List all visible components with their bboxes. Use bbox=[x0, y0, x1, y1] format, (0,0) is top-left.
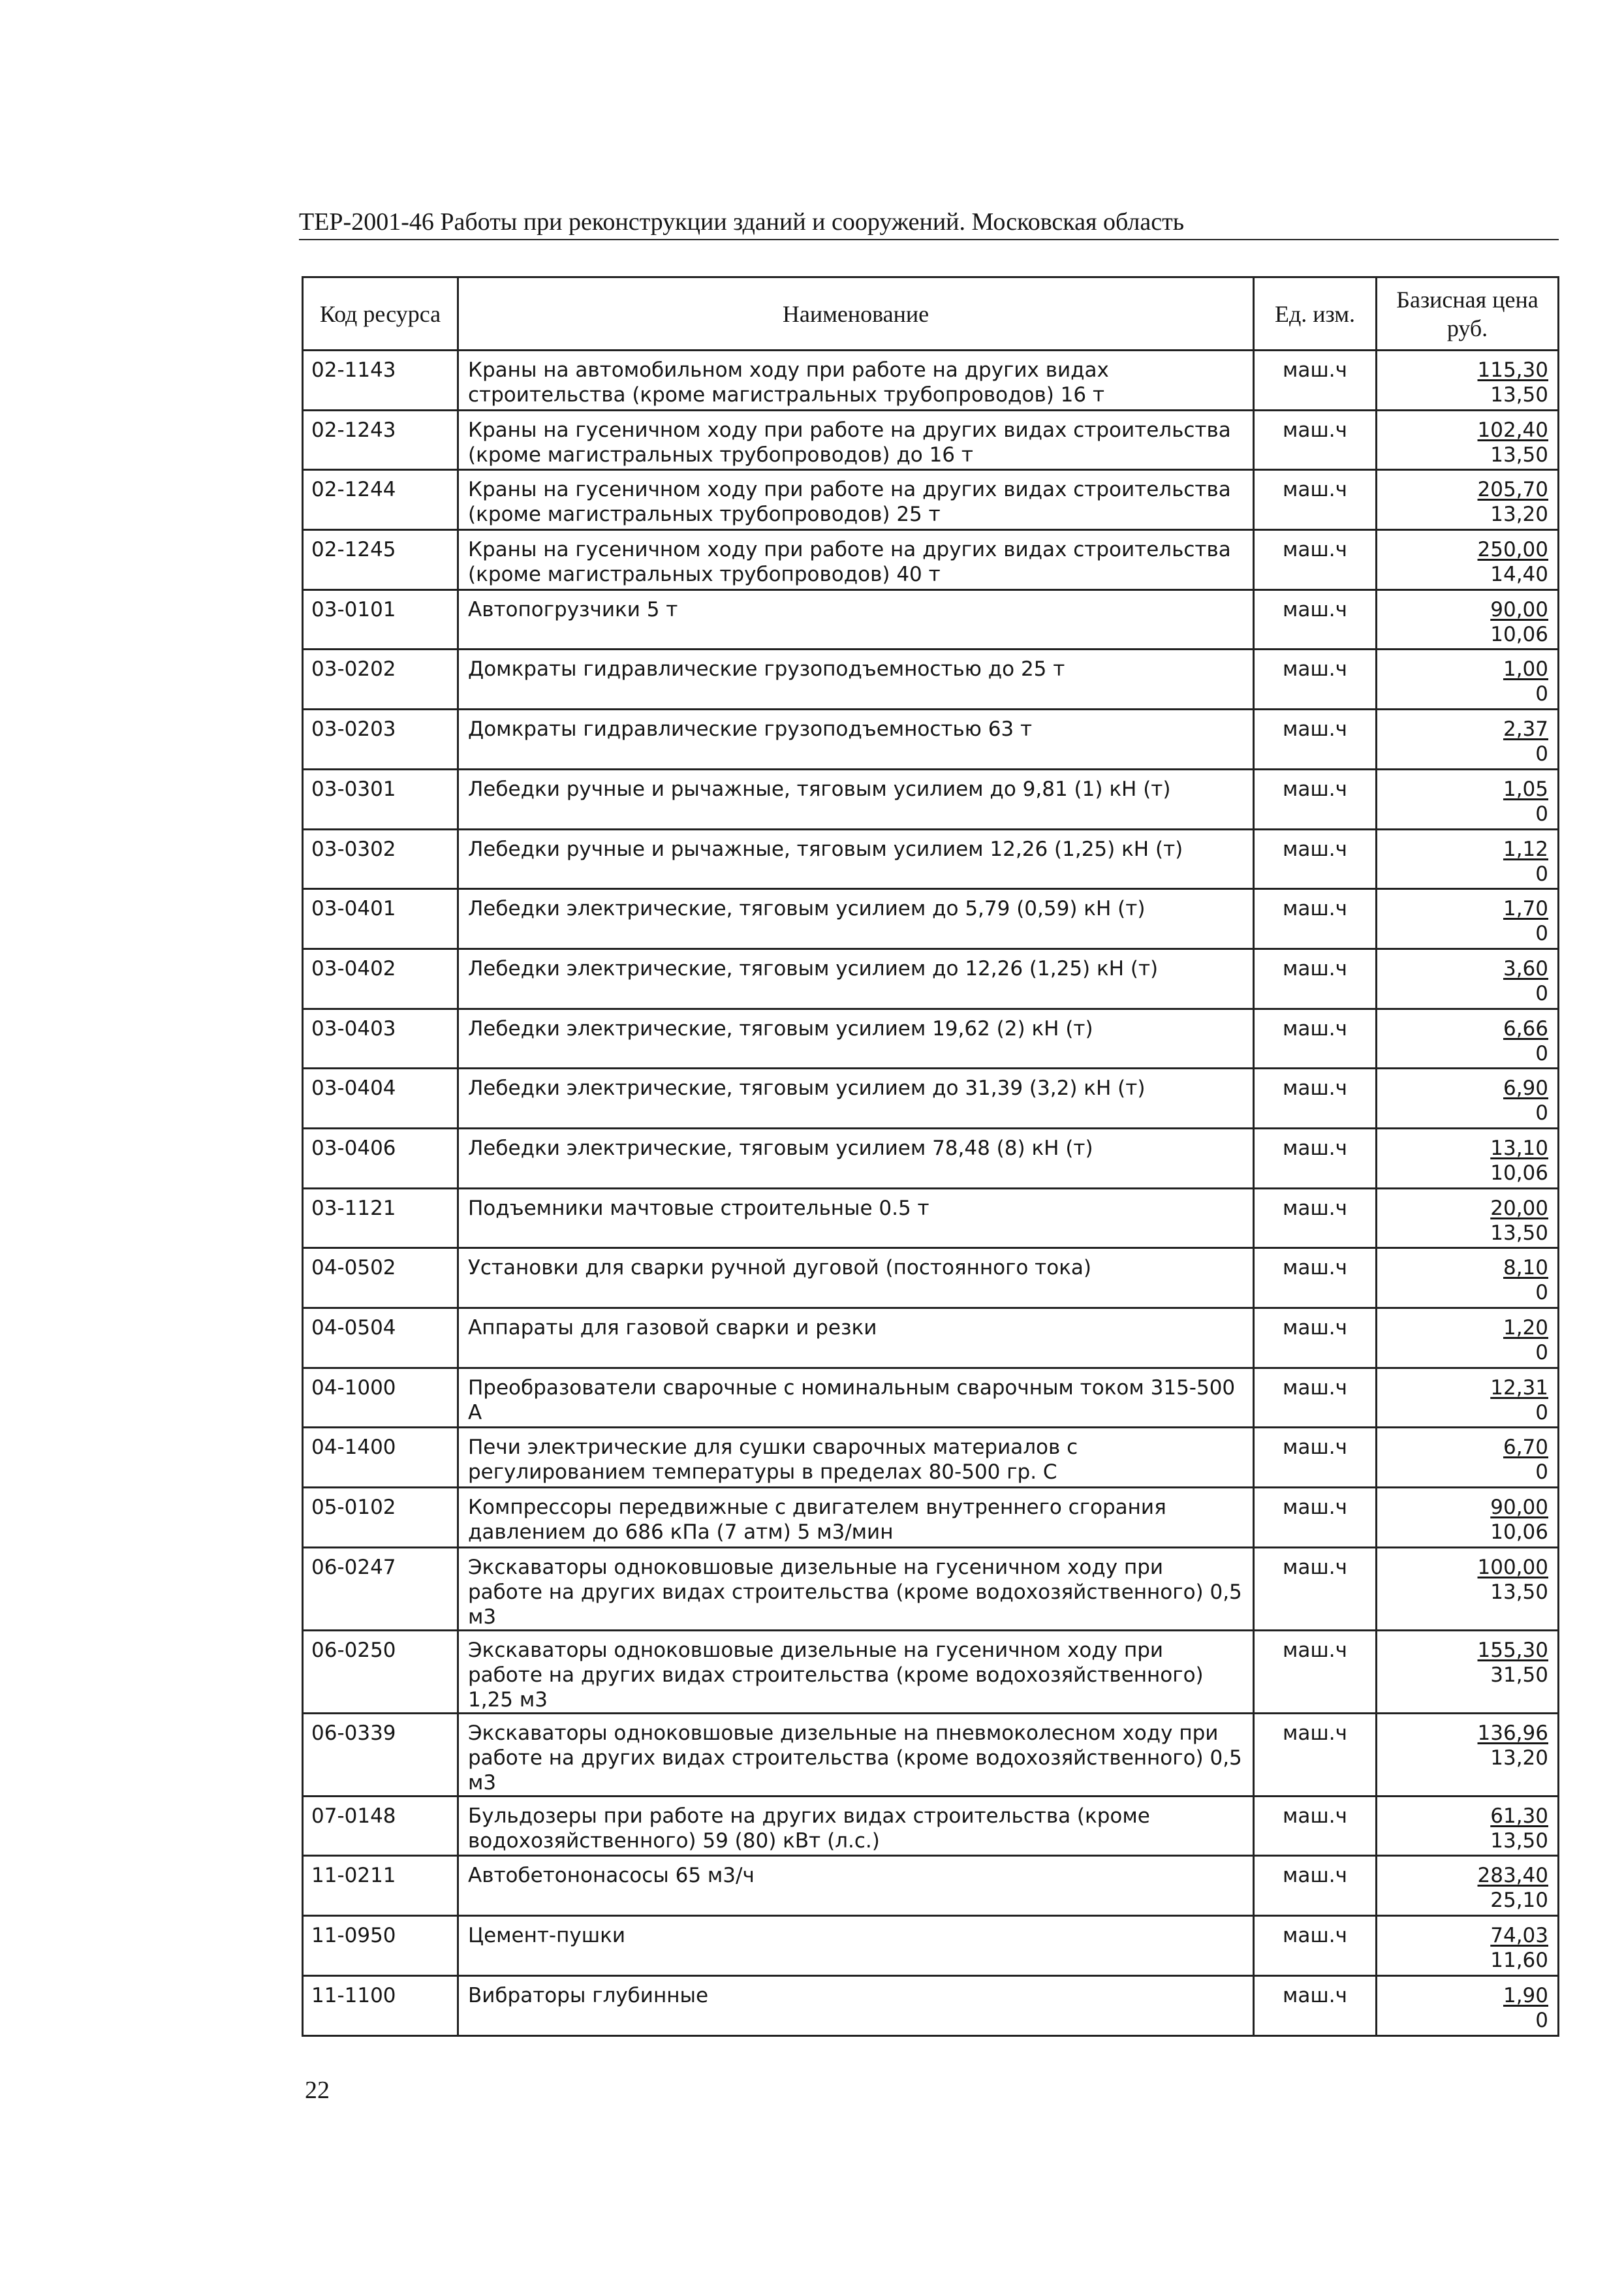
base-price-cell bbox=[1377, 1009, 1559, 1069]
base-price-cell bbox=[1377, 1248, 1559, 1308]
wage-price: 13,50 bbox=[1490, 1221, 1548, 1245]
resource-code: 02-1244 bbox=[303, 470, 458, 530]
resource-code: 03-0202 bbox=[303, 650, 458, 710]
resource-code: 03-0402 bbox=[303, 949, 458, 1009]
table-row bbox=[303, 1188, 1559, 1248]
base-price-cell bbox=[1377, 710, 1559, 770]
wage-price: 14,40 bbox=[1490, 563, 1548, 587]
unit-of-measure: маш.ч bbox=[1254, 710, 1377, 770]
base-price-cell bbox=[1377, 1488, 1559, 1548]
resource-code: 03-0401 bbox=[303, 889, 458, 949]
table-row bbox=[303, 1009, 1559, 1069]
base-price: 100,00 bbox=[1477, 1555, 1548, 1579]
wage-price: 13,50 bbox=[1490, 1829, 1548, 1853]
resource-name: Экскаваторы одноковшовые дизельные на пневмоколесном ходу при работе на других видах строительства (кроме водохозяйственного) 0,5 м3 bbox=[458, 1713, 1254, 1796]
unit-of-measure: маш.ч bbox=[1254, 650, 1377, 710]
base-price: 1,05 bbox=[1503, 777, 1548, 801]
resource-code: 03-0203 bbox=[303, 710, 458, 770]
table-header-row bbox=[303, 277, 1559, 351]
wage-price: 0 bbox=[1535, 742, 1548, 766]
unit-of-measure: маш.ч bbox=[1254, 1368, 1377, 1428]
table-row bbox=[303, 1796, 1559, 1856]
base-price: 6,66 bbox=[1503, 1016, 1548, 1041]
resource-code: 06-0339 bbox=[303, 1713, 458, 1796]
base-price-cell bbox=[1377, 1916, 1559, 1976]
page-number: 22 bbox=[305, 2077, 330, 2104]
base-price: 20,00 bbox=[1490, 1196, 1548, 1220]
resource-name: Краны на автомобильном ходу при работе на других видах строительства (кроме магистральных трубопроводов) 16 т bbox=[458, 351, 1254, 411]
base-price-cell bbox=[1377, 530, 1559, 590]
resource-code: 03-0301 bbox=[303, 769, 458, 829]
resource-name: Краны на гусеничном ходу при работе на других видах строительства (кроме магистральных трубопроводов) 40 т bbox=[458, 530, 1254, 590]
unit-of-measure: маш.ч bbox=[1254, 1975, 1377, 2035]
resource-code: 11-0950 bbox=[303, 1916, 458, 1976]
base-price-cell bbox=[1377, 589, 1559, 650]
table-row bbox=[303, 1488, 1559, 1548]
resource-code: 11-1100 bbox=[303, 1975, 458, 2035]
unit-of-measure: маш.ч bbox=[1254, 1188, 1377, 1248]
base-price: 6,70 bbox=[1503, 1436, 1548, 1460]
resource-name: Лебедки электрические, тяговым усилием до 5,79 (0,59) кН (т) bbox=[458, 889, 1254, 949]
base-price-cell bbox=[1377, 650, 1559, 710]
resource-name: Печи электрические для сушки сварочных материалов с регулированием температуры в пределах 80-500 гр. С bbox=[458, 1428, 1254, 1488]
table-row bbox=[303, 829, 1559, 889]
resource-name: Лебедки электрические, тяговым усилием 78,48 (8) кН (т) bbox=[458, 1128, 1254, 1188]
base-price-cell bbox=[1377, 1975, 1559, 2035]
base-price: 115,30 bbox=[1477, 358, 1548, 382]
resource-code: 03-0403 bbox=[303, 1009, 458, 1069]
table-row bbox=[303, 1713, 1559, 1796]
unit-of-measure: маш.ч bbox=[1254, 351, 1377, 411]
table-row bbox=[303, 1248, 1559, 1308]
resource-name: Лебедки ручные и рычажные, тяговым усилием до 9,81 (1) кН (т) bbox=[458, 769, 1254, 829]
wage-price: 0 bbox=[1535, 1341, 1548, 1364]
base-price: 13,10 bbox=[1490, 1136, 1548, 1160]
table-row bbox=[303, 949, 1559, 1009]
base-price-cell bbox=[1377, 1069, 1559, 1129]
resource-name: Лебедки электрические, тяговым усилием до 31,39 (3,2) кН (т) bbox=[458, 1069, 1254, 1129]
table-row bbox=[303, 1368, 1559, 1428]
resource-name: Домкраты гидравлические грузоподъемностью до 25 т bbox=[458, 650, 1254, 710]
table-body bbox=[303, 351, 1559, 2036]
base-price-cell bbox=[1377, 410, 1559, 470]
base-price: 12,31 bbox=[1490, 1375, 1548, 1400]
wage-price: 0 bbox=[1535, 1041, 1548, 1065]
unit-of-measure: маш.ч bbox=[1254, 1308, 1377, 1368]
wage-price: 0 bbox=[1535, 1101, 1548, 1125]
resource-name: Бульдозеры при работе на других видах строительства (кроме водохозяйственного) 59 (80) кВт (л.с.) bbox=[458, 1796, 1254, 1856]
unit-of-measure: маш.ч bbox=[1254, 829, 1377, 889]
unit-of-measure: маш.ч bbox=[1254, 1009, 1377, 1069]
table-row bbox=[303, 1069, 1559, 1129]
column-header-unit: Ед. изм. bbox=[1254, 277, 1377, 351]
base-price: 1,90 bbox=[1503, 1983, 1548, 2007]
wage-price: 0 bbox=[1535, 682, 1548, 706]
resource-code: 03-0101 bbox=[303, 589, 458, 650]
wage-price: 10,06 bbox=[1490, 622, 1548, 646]
resource-code: 04-1400 bbox=[303, 1428, 458, 1488]
unit-of-measure: маш.ч bbox=[1254, 1248, 1377, 1308]
base-price-cell bbox=[1377, 1796, 1559, 1856]
column-header-price: Базисная цена руб. bbox=[1377, 277, 1559, 351]
unit-of-measure: маш.ч bbox=[1254, 1796, 1377, 1856]
base-price: 8,10 bbox=[1503, 1256, 1548, 1280]
table-row bbox=[303, 1856, 1559, 1916]
resource-code: 02-1143 bbox=[303, 351, 458, 411]
wage-price: 0 bbox=[1535, 802, 1548, 826]
unit-of-measure: маш.ч bbox=[1254, 889, 1377, 949]
base-price: 136,96 bbox=[1477, 1721, 1548, 1745]
wage-price: 10,06 bbox=[1490, 1161, 1548, 1185]
base-price: 205,70 bbox=[1477, 478, 1548, 502]
table-row bbox=[303, 1547, 1559, 1630]
table-row bbox=[303, 530, 1559, 590]
base-price-cell bbox=[1377, 1713, 1559, 1796]
running-header: ТЕР-2001-46 Работы при реконструкции зданий и сооружений. Московская область bbox=[299, 208, 1185, 236]
base-price-cell bbox=[1377, 889, 1559, 949]
base-price-cell bbox=[1377, 1428, 1559, 1488]
resource-code: 06-0250 bbox=[303, 1630, 458, 1713]
resource-price-table bbox=[302, 276, 1559, 2037]
resource-code: 04-0504 bbox=[303, 1308, 458, 1368]
base-price: 1,12 bbox=[1503, 837, 1548, 861]
base-price: 3,60 bbox=[1503, 956, 1548, 981]
table-row bbox=[303, 1308, 1559, 1368]
wage-price: 0 bbox=[1535, 862, 1548, 886]
resource-name: Вибраторы глубинные bbox=[458, 1975, 1254, 2035]
unit-of-measure: маш.ч bbox=[1254, 1069, 1377, 1129]
base-price-cell bbox=[1377, 769, 1559, 829]
table-row bbox=[303, 1428, 1559, 1488]
table-row bbox=[303, 410, 1559, 470]
wage-price: 25,10 bbox=[1490, 1889, 1548, 1913]
base-price: 61,30 bbox=[1490, 1804, 1548, 1828]
unit-of-measure: маш.ч bbox=[1254, 1856, 1377, 1916]
resource-code: 03-0302 bbox=[303, 829, 458, 889]
base-price: 155,30 bbox=[1477, 1638, 1548, 1662]
base-price-cell bbox=[1377, 829, 1559, 889]
base-price-cell bbox=[1377, 470, 1559, 530]
base-price-cell bbox=[1377, 1308, 1559, 1368]
header-divider bbox=[299, 239, 1559, 240]
unit-of-measure: маш.ч bbox=[1254, 470, 1377, 530]
wage-price: 10,06 bbox=[1490, 1520, 1548, 1545]
table-row bbox=[303, 1128, 1559, 1188]
resource-code: 06-0247 bbox=[303, 1547, 458, 1630]
unit-of-measure: маш.ч bbox=[1254, 769, 1377, 829]
resource-name: Краны на гусеничном ходу при работе на других видах строительства (кроме магистральных трубопроводов) до 16 т bbox=[458, 410, 1254, 470]
wage-price: 0 bbox=[1535, 1460, 1548, 1484]
table-row bbox=[303, 889, 1559, 949]
unit-of-measure: маш.ч bbox=[1254, 1428, 1377, 1488]
unit-of-measure: маш.ч bbox=[1254, 949, 1377, 1009]
resource-code: 04-1000 bbox=[303, 1368, 458, 1428]
resource-code: 05-0102 bbox=[303, 1488, 458, 1548]
unit-of-measure: маш.ч bbox=[1254, 1128, 1377, 1188]
base-price: 2,37 bbox=[1503, 717, 1548, 742]
base-price-cell bbox=[1377, 1630, 1559, 1713]
resource-name: Лебедки электрические, тяговым усилием 19,62 (2) кН (т) bbox=[458, 1009, 1254, 1069]
wage-price: 0 bbox=[1535, 922, 1548, 946]
wage-price: 0 bbox=[1535, 981, 1548, 1005]
resource-code: 03-1121 bbox=[303, 1188, 458, 1248]
wage-price: 13,20 bbox=[1490, 1746, 1548, 1770]
wage-price: 13,20 bbox=[1490, 503, 1548, 527]
table-row bbox=[303, 351, 1559, 411]
base-price-cell bbox=[1377, 1547, 1559, 1630]
base-price-cell bbox=[1377, 949, 1559, 1009]
resource-name: Краны на гусеничном ходу при работе на других видах строительства (кроме магистральных трубопроводов) 25 т bbox=[458, 470, 1254, 530]
column-header-name: Наименование bbox=[458, 277, 1254, 351]
table-row bbox=[303, 1916, 1559, 1976]
resource-name: Лебедки ручные и рычажные, тяговым усилием 12,26 (1,25) кН (т) bbox=[458, 829, 1254, 889]
resource-name: Автобетононасосы 65 м3/ч bbox=[458, 1856, 1254, 1916]
unit-of-measure: маш.ч bbox=[1254, 1916, 1377, 1976]
resource-name: Аппараты для газовой сварки и резки bbox=[458, 1308, 1254, 1368]
base-price: 283,40 bbox=[1477, 1864, 1548, 1888]
base-price-cell bbox=[1377, 1188, 1559, 1248]
resource-code: 03-0406 bbox=[303, 1128, 458, 1188]
table-row bbox=[303, 1975, 1559, 2035]
unit-of-measure: маш.ч bbox=[1254, 410, 1377, 470]
base-price: 74,03 bbox=[1490, 1924, 1548, 1948]
table-row bbox=[303, 650, 1559, 710]
wage-price: 0 bbox=[1535, 1281, 1548, 1305]
resource-name: Лебедки электрические, тяговым усилием до 12,26 (1,25) кН (т) bbox=[458, 949, 1254, 1009]
base-price: 6,90 bbox=[1503, 1076, 1548, 1101]
base-price: 1,00 bbox=[1503, 657, 1548, 682]
unit-of-measure: маш.ч bbox=[1254, 1630, 1377, 1713]
base-price: 102,40 bbox=[1477, 418, 1548, 442]
wage-price: 13,50 bbox=[1490, 1580, 1548, 1604]
wage-price: 11,60 bbox=[1490, 1949, 1548, 1973]
base-price: 1,70 bbox=[1503, 897, 1548, 921]
wage-price: 13,50 bbox=[1490, 383, 1548, 407]
wage-price: 0 bbox=[1535, 1400, 1548, 1424]
unit-of-measure: маш.ч bbox=[1254, 530, 1377, 590]
resource-name: Экскаваторы одноковшовые дизельные на гусеничном ходу при работе на других видах строительства (кроме водохозяйственного) 1,25 м3 bbox=[458, 1630, 1254, 1713]
resource-name: Домкраты гидравлические грузоподъемностью 63 т bbox=[458, 710, 1254, 770]
resource-name: Компрессоры передвижные с двигателем внутреннего сгорания давлением до 686 кПа (7 атм) 5 м3/мин bbox=[458, 1488, 1254, 1548]
resource-code: 04-0502 bbox=[303, 1248, 458, 1308]
unit-of-measure: маш.ч bbox=[1254, 589, 1377, 650]
resource-name: Установки для сварки ручной дуговой (постоянного тока) bbox=[458, 1248, 1254, 1308]
base-price-cell bbox=[1377, 1368, 1559, 1428]
table-row bbox=[303, 589, 1559, 650]
base-price: 90,00 bbox=[1490, 597, 1548, 621]
resource-name: Экскаваторы одноковшовые дизельные на гусеничном ходу при работе на других видах строительства (кроме водохозяйственного) 0,5 м3 bbox=[458, 1547, 1254, 1630]
wage-price: 13,50 bbox=[1490, 443, 1548, 467]
resource-code: 07-0148 bbox=[303, 1796, 458, 1856]
base-price: 250,00 bbox=[1477, 538, 1548, 562]
resource-name: Подъемники мачтовые строительные 0.5 т bbox=[458, 1188, 1254, 1248]
base-price: 90,00 bbox=[1490, 1496, 1548, 1520]
resource-name: Автопогрузчики 5 т bbox=[458, 589, 1254, 650]
table-row bbox=[303, 710, 1559, 770]
resource-code: 02-1243 bbox=[303, 410, 458, 470]
resource-code: 03-0404 bbox=[303, 1069, 458, 1129]
base-price-cell bbox=[1377, 1128, 1559, 1188]
table-row bbox=[303, 1630, 1559, 1713]
wage-price: 31,50 bbox=[1490, 1663, 1548, 1687]
resource-name: Цемент-пушки bbox=[458, 1916, 1254, 1976]
base-price-cell bbox=[1377, 351, 1559, 411]
resource-code: 11-0211 bbox=[303, 1856, 458, 1916]
table-row bbox=[303, 769, 1559, 829]
unit-of-measure: маш.ч bbox=[1254, 1547, 1377, 1630]
table-row bbox=[303, 470, 1559, 530]
resource-name: Преобразователи сварочные с номинальным сварочным током 315-500 А bbox=[458, 1368, 1254, 1428]
unit-of-measure: маш.ч bbox=[1254, 1488, 1377, 1548]
wage-price: 0 bbox=[1535, 2008, 1548, 2032]
unit-of-measure: маш.ч bbox=[1254, 1713, 1377, 1796]
base-price: 1,20 bbox=[1503, 1316, 1548, 1340]
column-header-code: Код ресурса bbox=[303, 277, 458, 351]
resource-code: 02-1245 bbox=[303, 530, 458, 590]
base-price-cell bbox=[1377, 1856, 1559, 1916]
